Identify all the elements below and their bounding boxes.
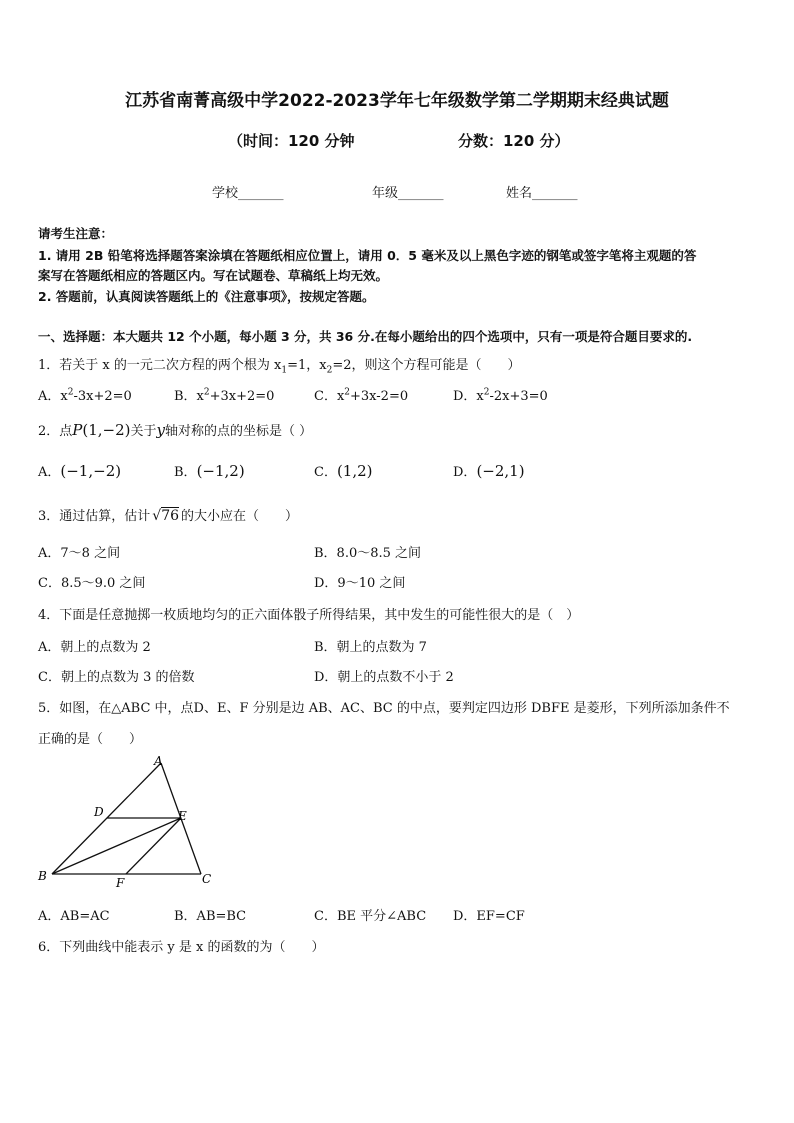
question-2-option-a[interactable]: A．(−1,−2) — [38, 462, 122, 480]
question-1-stem: 1．若关于 x 的一元二次方程的两个根为 $x_1=1$，$x_2=2$，则这个方程可能是（ ） — [38, 358, 521, 376]
question-6-stem: 6．下列曲线中能表示 y 是 x 的函数的为（ ） — [38, 940, 325, 955]
exam-title: 江苏省南菁高级中学2022-2023学年七年级数学第二学期期末经典试题 — [125, 91, 669, 111]
segment-be — [52, 818, 181, 874]
question-5-option-c[interactable]: C．BE 平分∠ABC — [314, 909, 427, 924]
question-1-option-c[interactable]: C．$x^2+3x-2=0$ — [314, 387, 409, 404]
question-5-option-d[interactable]: D．EF=CF — [453, 909, 525, 924]
vertex-label-f: F — [116, 876, 125, 890]
question-1-option-a[interactable]: A．$x^2-3x+2=0$ — [38, 387, 132, 404]
sqrt-expression: √76 — [152, 508, 180, 524]
question-3-option-d[interactable]: D．9～10 之间 — [314, 576, 406, 591]
notice-heading: 请考生注意： — [38, 226, 114, 241]
question-4-stem: 4．下面是任意抛掷一枚质地均匀的正六面体骰子所得结果，其中发生的可能性很大的是（ ） — [38, 608, 580, 623]
vertex-label-c: C — [202, 872, 212, 886]
notice-item-2: 2. 答题前，认真阅读答题纸上的《注意事项》，按规定答题。 — [38, 289, 375, 304]
question-4-option-d[interactable]: D．朝上的点数不小于 2 — [314, 670, 454, 685]
question-3-option-b[interactable]: B．8.0～8.5 之间 — [314, 546, 422, 561]
grade-field: 年级_______ — [372, 186, 444, 201]
question-4-option-c[interactable]: C．朝上的点数为 3 的倍数 — [38, 670, 195, 685]
time-label: （时间：120 分钟 — [228, 132, 355, 150]
question-3-stem: 3．通过估算，估计 √76 的大小应在（ ） — [38, 508, 299, 524]
question-4-option-a[interactable]: A．朝上的点数为 2 — [38, 640, 151, 655]
question-1-option-d[interactable]: D．$x^2-2x+3=0$ — [453, 387, 548, 404]
question-5-stem-line-2: 正确的是（ ） — [38, 732, 143, 747]
triangle-figure — [30, 752, 230, 892]
question-3-option-c[interactable]: C．8.5～9.0 之间 — [38, 576, 146, 591]
school-field: 学校_______ — [212, 186, 284, 201]
question-4-option-b[interactable]: B．朝上的点数为 7 — [314, 640, 427, 655]
question-2-option-b[interactable]: B．(−1,2) — [174, 462, 245, 480]
question-2-option-d[interactable]: D．(−2,1) — [453, 462, 525, 480]
name-field: 姓名_______ — [506, 186, 578, 201]
vertex-label-a: A — [154, 754, 163, 768]
section-heading: 一、选择题：本大题共 12 个小题，每小题 3 分，共 36 分.在每小题给出的四个选项中，只有一项是符合题目要求的. — [38, 329, 693, 344]
vertex-label-d: D — [94, 805, 104, 819]
vertex-label-b: B — [38, 869, 47, 883]
segment-ef — [126, 818, 181, 874]
question-5-stem-line-1: 5．如图，在△ABC 中，点D、E、F 分别是边 AB、AC、BC 的中点，要判定四边形 DBFE 是菱形，下列所添加条件不 — [38, 701, 730, 716]
question-2-stem: 2．点P(1,−2)关于y轴对称的点的坐标是（ ） — [38, 421, 313, 439]
question-1-option-b[interactable]: B．$x^2+3x+2=0$ — [174, 387, 275, 404]
notice-item-1-line-1: 1. 请用 2B 铅笔将选择题答案涂填在答题纸相应位置上，请用 0．5 毫米及以上黑色字迹的钢笔或签字笔将主观题的答 — [38, 248, 697, 263]
notice-item-1-line-2: 案写在答题纸相应的答题区内。写在试题卷、草稿纸上均无效。 — [38, 268, 389, 283]
question-5-option-a[interactable]: A．AB=AC — [38, 909, 110, 924]
question-2-option-c[interactable]: C．(1,2) — [314, 462, 373, 480]
question-5-option-b[interactable]: B．AB=BC — [174, 909, 247, 924]
score-label: 分数：120 分） — [458, 132, 570, 150]
vertex-label-e: E — [178, 809, 187, 823]
question-3-option-a[interactable]: A．7～8 之间 — [38, 546, 121, 561]
